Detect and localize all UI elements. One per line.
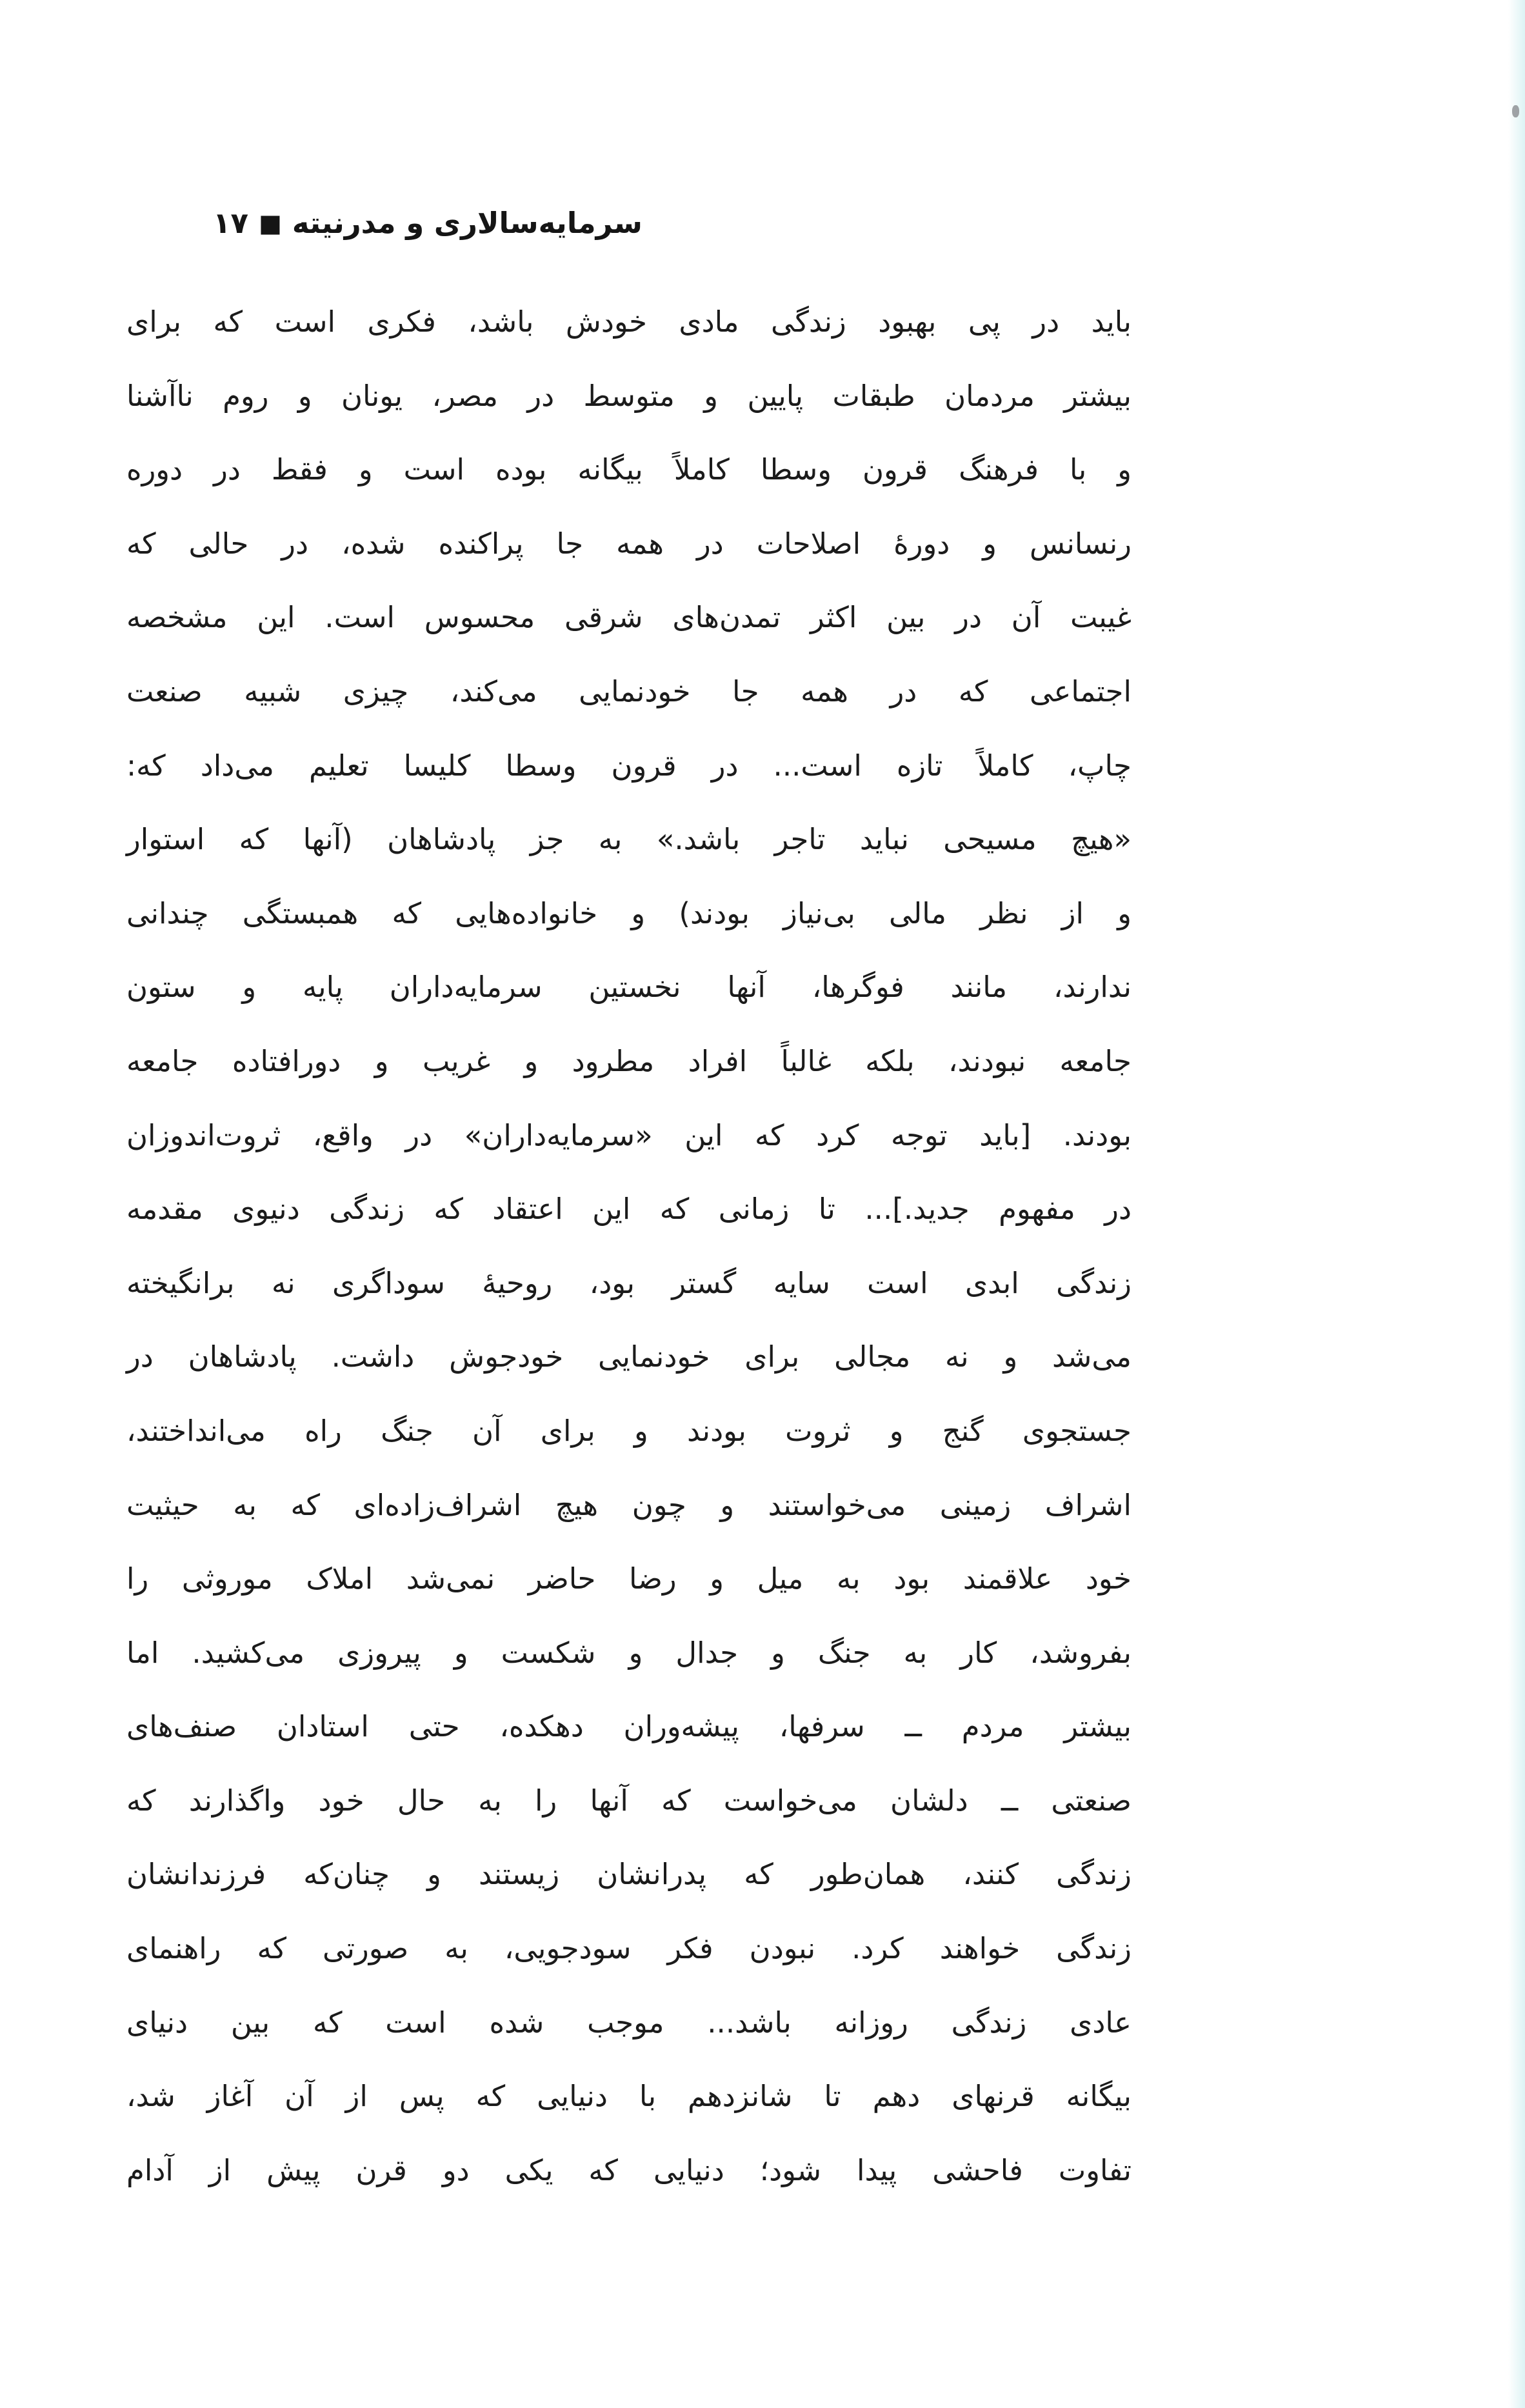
body-line: و از نظر مالی بی‌نیاز بودند) و خانواده‌هایی که همبستگی چندانی [126,896,1131,930]
running-head-title: سرمایه‌سالاری و مدرنیته [292,206,643,240]
body-line: بیشتر مردم ــ سرفها، پیشه‌وران دهکده، حتی استادان صنف‌های [126,1709,1131,1744]
running-header [213,191,643,256]
body-line: زندگی خواهند کرد. نبودن فکر سودجویی، به صورتی که راهنمای [126,1931,1131,1966]
body-line: باید در پی بهبود زندگی مادی خودش باشد، فکری است که برای [126,305,1131,339]
body-line: بفروشد، کار به جنگ و جدال و شکست و پیروزی می‌کشید. اما [126,1635,1131,1670]
body-line: اجتماعی که در همه جا خودنمایی می‌کند، چیزی شبیه صنعت [126,674,1131,708]
page-number: ۱۷ [213,206,248,240]
scan-edge-artifact [1508,0,1525,2408]
body-line: چاپ، کاملاً تازه است... در قرون وسطا کلیسا تعلیم می‌داد که: [126,748,1131,783]
body-line: بیگانه قرنهای دهم تا شانزدهم با دنیایی که پس از آن آغاز شد، [126,2079,1131,2114]
body-line: رنسانس و دورهٔ اصلاحات در همه جا پراکنده شده، در حالی که [126,526,1131,561]
body-line: «هیچ مسیحی نباید تاجر باشد.» به جز پادشاهان (آنها که استوار [126,822,1131,857]
body-line: ندارند، مانند فوگرها، آنها نخستین سرمایه‌داران پایه و ستون [126,970,1131,1005]
body-line: و با فرهنگ قرون وسطا کاملاً بیگانه بوده است و فقط در دوره [126,452,1131,487]
body-text-block [126,285,1131,2207]
scan-speck-artifact [1512,105,1519,117]
body-line: غیبت آن در بین اکثر تمدن‌های شرقی محسوس است. این مشخصه [126,600,1131,635]
body-line: اشراف زمینی می‌خواستند و چون هیچ اشراف‌زاده‌ای که به حیثیت [126,1487,1131,1522]
body-line: عادی زندگی روزانه باشد... موجب شده است که بین دنیای [126,2005,1131,2040]
body-line: جامعه نبودند، بلکه غالباً افراد مطرود و غریب و دورافتاده جامعه [126,1043,1131,1078]
square-bullet-icon: ■ [258,209,282,237]
body-line: جستجوی گنج و ثروت بودند و برای آن جنگ راه می‌انداختند، [126,1413,1131,1448]
body-line: زندگی ابدی است سایه گستر بود، روحیهٔ سوداگری نه برانگیخته [126,1265,1131,1300]
body-line: بودند. [باید توجه کرد که این «سرمایه‌داران» در واقع، ثروت‌اندوزان [126,1118,1131,1152]
body-line: زندگی کنند، همان‌طور که پدرانشان زیستند و چنان‌که فرزندانشان [126,1857,1131,1892]
body-line: تفاوت فاحشی پیدا شود؛ دنیایی که یکی دو قرن پیش از آدام [126,2152,1131,2187]
body-line: خود علاقمند بود به میل و رضا حاضر نمی‌شد املاک موروثی را [126,1561,1131,1596]
body-line: بیشتر مردمان طبقات پایین و متوسط در مصر، یونان و روم ناآشنا [126,378,1131,413]
body-line: صنعتی ــ دلشان می‌خواست که آنها را به حال خود واگذارند که [126,1783,1131,1818]
body-line: در مفهوم جدید.]... تا زمانی که این اعتقاد که زندگی دنیوی مقدمه [126,1192,1131,1227]
body-line: می‌شد و نه مجالی برای خودنمایی خودجوش داشت. پادشاهان در [126,1339,1131,1374]
